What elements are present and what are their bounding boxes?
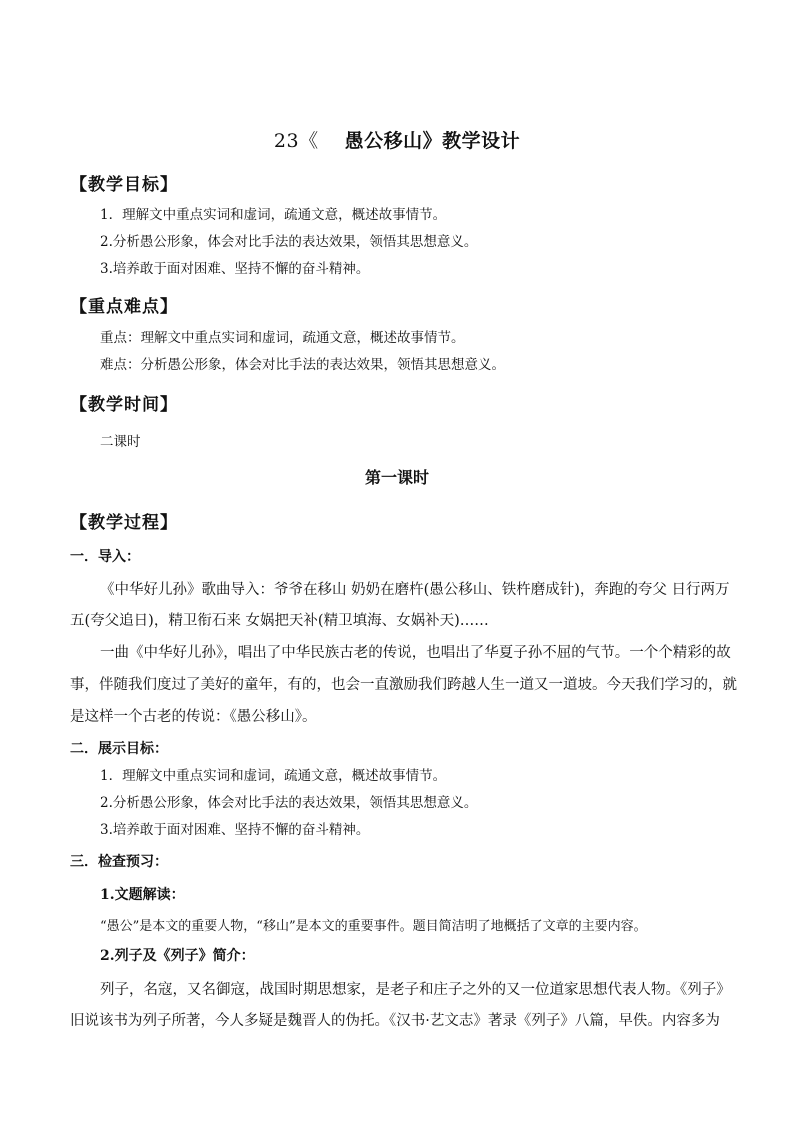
goal-item: 1．理解文中重点实词和虚词，疏通文意，概述故事情节。	[100, 207, 447, 223]
intro-line: 一曲《中华好儿孙》，唱出了中华民族古老的传说，也唱出了华夏子孙不屈的气节。一个个精彩的故	[100, 645, 731, 661]
section-heading-keypoints: 【重点难点】	[70, 297, 178, 317]
intro-line: 事，伴随我们度过了美好的童年，有的，也会一直激励我们跨越人生一道又一道坡。今天我们学习的，就	[70, 677, 737, 693]
show-goal-item: 2.分析愚公形象，体会对比手法的表达效果，领悟其思想意义。	[100, 795, 478, 811]
intro-heading: 一．导入：	[70, 549, 140, 565]
title-explain-heading: 1.文题解读：	[100, 887, 185, 903]
show-goals-heading: 二．展示目标：	[70, 741, 168, 757]
keypoint-item: 重点：理解文中重点实词和虚词，疏通文意，概述故事情节。	[100, 330, 465, 346]
goal-item: 2.分析愚公形象，体会对比手法的表达效果，领悟其思想意义。	[100, 234, 478, 250]
time-value: 二课时	[100, 434, 141, 450]
intro-line: 《中华好儿孙》歌曲导入：爷爷在移山 奶奶在磨杵(愚公移山、铁杵磨成针)，奔跑的夸父 日行两万	[100, 582, 730, 598]
intro-line: 是这样一个古老的传说：《愚公移山》。	[70, 709, 317, 725]
title-name: 愚公移山》教学设计	[344, 130, 521, 152]
show-goal-item: 1．理解文中重点实词和虚词，疏通文意，概述故事情节。	[100, 768, 447, 784]
lesson-heading: 第一课时	[364, 468, 429, 487]
liezi-heading: 2.列子及《列子》简介：	[100, 948, 255, 964]
section-heading-time: 【教学时间】	[70, 395, 178, 415]
goal-item: 3.培养敢于面对困难、坚持不懈的奋斗精神。	[100, 261, 370, 277]
section-heading-goals: 【教学目标】	[70, 175, 178, 195]
intro-line: 五(夸父追日)，精卫衔石来 女娲把天补(精卫填海、女娲补天)……	[70, 613, 489, 629]
page-title	[0, 126, 794, 153]
keypoint-item: 难点：分析愚公形象，体会对比手法的表达效果，领悟其思想意义。	[100, 357, 505, 373]
show-goal-item: 3.培养敢于面对困难、坚持不懈的奋斗精神。	[100, 822, 370, 838]
section-heading-process: 【教学过程】	[70, 513, 178, 533]
preview-heading: 三．检查预习：	[70, 854, 168, 870]
liezi-line: 列子，名寇，又名御寇，战国时期思想家，是老子和庄子之外的又一位道家思想代表人物。《列子》	[100, 982, 731, 998]
liezi-line: 旧说该书为列子所著，今人多疑是魏晋人的伪托。《汉书·艺文志》著录《列子》八篇，早佚。内容多为	[70, 1013, 720, 1029]
title-explain-text: “愚公”是本文的重要人物，“移山”是本文的重要事件。题目简洁明了地概括了文章的主要内容。	[100, 919, 647, 934]
title-number: 23《	[273, 130, 319, 152]
